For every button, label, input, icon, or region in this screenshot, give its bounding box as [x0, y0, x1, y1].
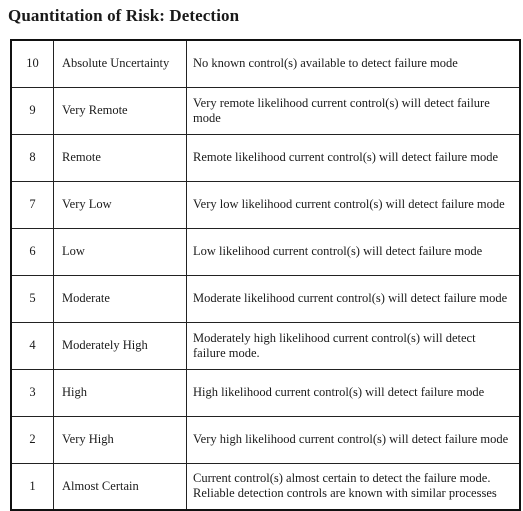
description-cell: Very remote likelihood current control(s) will detect failure mode [187, 87, 521, 134]
page-title: Quantitation of Risk: Detection [8, 6, 240, 25]
level-cell: Low [54, 228, 187, 275]
table-row [11, 275, 520, 322]
description-cell: Moderately high likelihood current control(s) will detect failure mode. [187, 322, 521, 369]
table-row [11, 463, 520, 510]
table-row [11, 369, 520, 416]
description-cell: Low likelihood current control(s) will detect failure mode [187, 228, 521, 275]
description-cell: No known control(s) available to detect failure mode [187, 40, 521, 87]
description-cell: Very high likelihood current control(s) will detect failure mode [187, 416, 521, 463]
description-cell: Remote likelihood current control(s) will detect failure mode [187, 134, 521, 181]
level-cell: Very Low [54, 181, 187, 228]
level-cell: Moderate [54, 275, 187, 322]
table-row [11, 134, 520, 181]
rank-cell: 6 [11, 228, 54, 275]
rank-cell: 7 [11, 181, 54, 228]
table-row [11, 322, 520, 369]
rank-cell: 8 [11, 134, 54, 181]
rank-cell: 1 [11, 463, 54, 510]
rank-cell: 4 [11, 322, 54, 369]
description-cell: High likelihood current control(s) will detect failure mode [187, 369, 521, 416]
level-cell: Remote [54, 134, 187, 181]
level-cell: Almost Certain [54, 463, 187, 510]
level-cell: Very High [54, 416, 187, 463]
level-cell: Absolute Uncertainty [54, 40, 187, 87]
description-cell: Moderate likelihood current control(s) will detect failure mode [187, 275, 521, 322]
rank-cell: 2 [11, 416, 54, 463]
table-body [11, 40, 520, 510]
detection-risk-table [10, 39, 521, 511]
description-cell: Very low likelihood current control(s) will detect failure mode [187, 181, 521, 228]
level-cell: Moderately High [54, 322, 187, 369]
table-row [11, 181, 520, 228]
table-row [11, 40, 520, 87]
rank-cell: 10 [11, 40, 54, 87]
level-cell: High [54, 369, 187, 416]
rank-cell: 3 [11, 369, 54, 416]
level-cell: Very Remote [54, 87, 187, 134]
table-row [11, 416, 520, 463]
rank-cell: 5 [11, 275, 54, 322]
table-row [11, 87, 520, 134]
rank-cell: 9 [11, 87, 54, 134]
description-cell: Current control(s) almost certain to detect the failure mode. Reliable detection controls are known with similar processes [187, 463, 521, 510]
table-row [11, 228, 520, 275]
